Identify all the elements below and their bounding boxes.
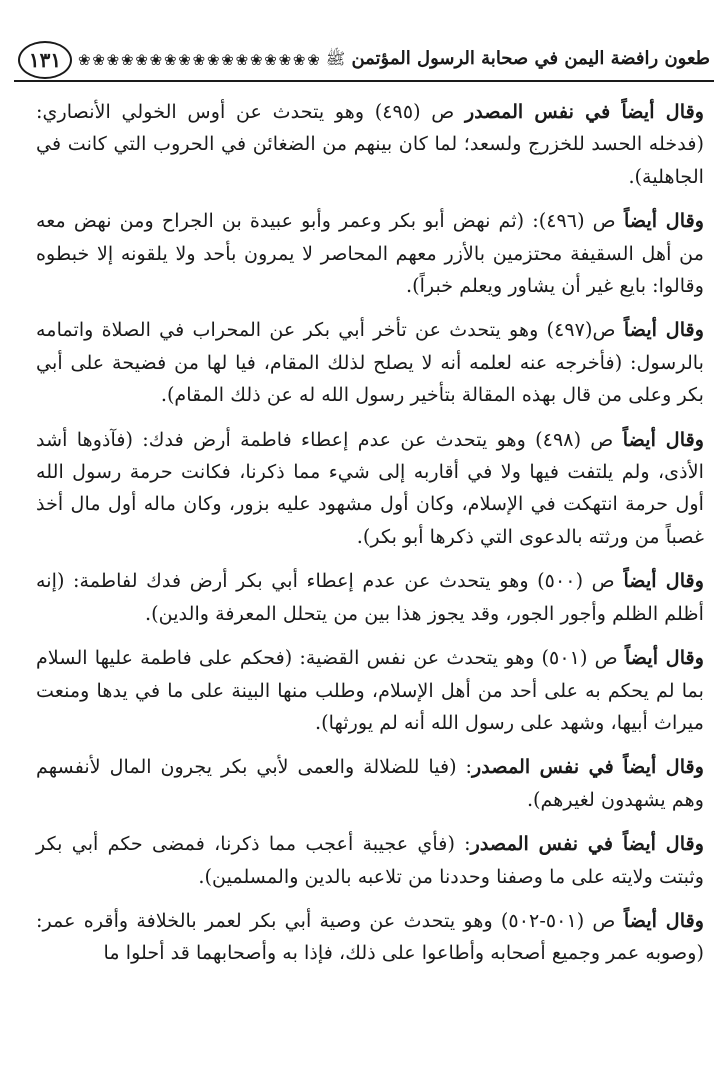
ornament-flower-icon: ❀ (78, 51, 91, 69)
ornament-flower-icon: ❀ (92, 51, 105, 69)
paragraph-text: ص (٤٩٨) وهو يتحدث عن عدم إعطاء فاطمة أرض فدك: (فآذوها أشد الأذى، ولم يلتفت فيها ولا في أقاربه إلى شيء مما ذكرنا، فكانت حرمة رسول الله أول حرمة انتهكت في الإسلام، وكان أول مشهود عليه بزور، وكان ماله أول مال أخذ غصباً من ورثته بالدعوى التي ذكرها أبو بكر). (36, 427, 704, 548)
ornament-flower-icon: ❀ (235, 51, 249, 69)
paragraph-lead: وقال أيضاً (623, 209, 705, 233)
paragraph-text: ص (٤٩٥) وهو يتحدث عن أوس الخولي الأنصاري: (فدخله الحسد للخزرج ولسعد؛ لما كان بينهم من الضغائن في الحروب التي كانت في الجاهلية). (36, 100, 704, 188)
paragraph-text: ص (٤٩٦): (ثم نهض أبو بكر وعمر وأبو عبيدة بن الجراح ومن نهض معه من أهل السقيفة محتزمين بالأزر معهم المحاصر لا يمرون بأحد ولا يلقونه إلا خبطوه وقالوا: بايع غير أن يشاور ويعلم خبراً). (36, 209, 704, 298)
ornament-flower-icon: ❀ (278, 51, 292, 69)
ornament-flower-icon: ❀ (307, 51, 320, 69)
ornament-flower-icon: ❀ (120, 51, 134, 69)
running-title (326, 48, 714, 72)
paragraph (36, 751, 704, 816)
running-title-text: طعون رافضة اليمن في صحابة الرسول المؤتمن (351, 48, 710, 69)
ornament-flower-icon: ❀ (249, 51, 263, 69)
ornament-flower-icon: ❀ (178, 51, 191, 69)
ornament-flower-icon: ❀ (192, 51, 206, 69)
paragraph-text: : (فأي عجيبة أعجب مما ذكرنا، فمضى حكم أبي بكر وثبتت ولايته على ما وصفنا وحددنا من تلاعبه بالدين والمسلمين). (36, 832, 704, 888)
paragraph (36, 96, 704, 193)
paragraph-lead: وقال أيضاً (622, 427, 705, 451)
ornament-flower-icon: ❀ (163, 51, 177, 69)
paragraph-lead: وقال أيضاً في نفس المصدر (465, 100, 705, 123)
page-number: ١٣١ (18, 41, 72, 79)
paragraph (36, 565, 704, 630)
ornament-flower-icon: ❀ (292, 51, 306, 69)
paragraph-lead: وقال أيضاً (623, 569, 704, 593)
honorific-glyph: ﷺ (325, 49, 346, 68)
page-header (14, 40, 714, 82)
paragraph-text: ص (٥٠٠) وهو يتحدث عن عدم إعطاء أبي بكر أرض فدك لفاطمة: (إنه أظلم الظلم وأجور الجور، وقد يجوز هذا بين من يتحلل المعرفة والدين). (36, 569, 704, 625)
paragraph-text: ص(٤٩٧) وهو يتحدث عن تأخر أبي بكر عن المحراب في الصلاة واتمامه بالرسول: (فأخرجه عنه لعلمه أنه لا يصلح لذلك المقام، فيا لها من فضيحة على أبي بكر وعلى من قال بهذه المقالة بتأخير رسول الله له عن ذلك المقام). (36, 318, 704, 407)
ornament-flower-icon: ❀ (106, 51, 120, 69)
paragraph-lead: وقال أيضاً (623, 318, 704, 342)
ornament-band (72, 51, 326, 69)
ornament-flower-icon: ❀ (135, 51, 148, 69)
paragraph (36, 314, 704, 411)
paragraph-text: ص (٥٠١) وهو يتحدث عن نفس القضية: (فحكم على فاطمة عليها السلام بما لم يحكم به على أحد من أهل الإسلام، وطلب منها البينة على ما في يدها ومنعت ميراث أبيها، وشهد على رسول الله أنه لم يورثها). (36, 646, 704, 734)
ornament-flower-icon: ❀ (149, 51, 163, 69)
paragraph (36, 828, 704, 893)
paragraph-text: ص (٥٠١-٥٠٢) وهو يتحدث عن وصية أبي بكر لعمر بالخلافة وأقره عمر: (وصوبه عمر وجميع أصحابه وأطاعوا على ذلك، فإذا به وأصحابهما قد أحلوا ما (36, 908, 704, 965)
paragraph-lead: وقال أيضاً في نفس المصدر (470, 832, 704, 856)
page-body (36, 96, 704, 1066)
paragraph (36, 642, 704, 739)
ornament-flower-icon: ❀ (206, 51, 220, 69)
paragraph-text: : (فيا للضلالة والعمى لأبي بكر يجرون المال لأنفسهم وهم يشهدون لغيرهم). (36, 755, 704, 811)
paragraph (36, 424, 704, 554)
paragraph-lead: وقال أيضاً (623, 908, 705, 932)
paragraph-lead: وقال أيضاً في نفس المصدر (471, 755, 704, 779)
ornament-flower-icon: ❀ (264, 51, 277, 69)
paragraph-lead: وقال أيضاً (624, 646, 704, 670)
paragraph (36, 905, 704, 970)
paragraph (36, 205, 704, 302)
ornament-flower-icon: ❀ (221, 51, 234, 69)
